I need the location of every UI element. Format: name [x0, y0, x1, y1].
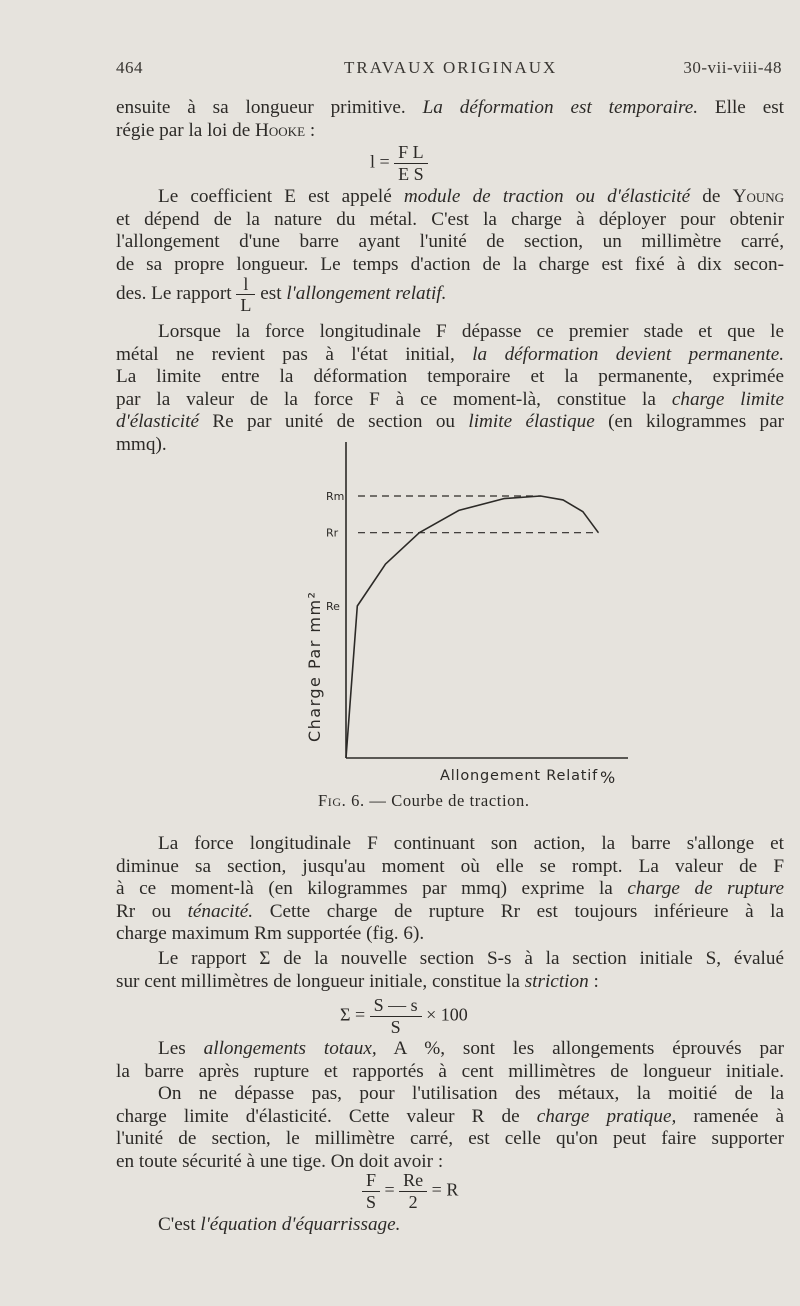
- text-line: La limite entre la déformation temporaire et la permanente, exprimée: [116, 366, 784, 388]
- level-label-rm: Rm: [326, 490, 345, 503]
- text: de: [702, 186, 721, 207]
- page-number: 464: [116, 58, 143, 77]
- traction-curve: [346, 496, 598, 758]
- text: régie par la loi de: [116, 119, 251, 141]
- text: (en kilogrammes par: [608, 411, 785, 433]
- chart-axes: [346, 442, 628, 758]
- formula-striction: [340, 995, 468, 1038]
- italic-term: d'élasticité: [116, 411, 199, 433]
- paragraph-5: [116, 948, 784, 993]
- figure-title: — Courbe de traction.: [369, 791, 530, 810]
- running-title: TRAVAUX ORIGINAUX: [344, 58, 558, 77]
- text: des. Le rapport: [116, 282, 232, 304]
- denominator: S: [366, 1192, 377, 1212]
- text-line: en toute sécurité à une tige. On doit avoir :: [116, 1150, 444, 1172]
- text: ramenée à: [693, 1105, 785, 1127]
- text: Rr ou: [116, 900, 171, 922]
- x-axis-label: Allongement Relatif: [440, 768, 598, 784]
- text-line: Le rapport Σ de la nouvelle section S-s à la section initiale S, évalué: [158, 948, 784, 969]
- text: métal ne revient pas à l'état initial,: [116, 343, 455, 365]
- formula-equarrissage: [362, 1170, 458, 1213]
- italic-term: l'équation d'équarrissage.: [200, 1214, 401, 1235]
- italic-term: limite élastique: [468, 411, 595, 433]
- text-line: La force longitudinale F continuant son action, la barre s'allonge et: [158, 833, 784, 854]
- text-line: et dépend de la nature du métal. C'est la charge à déployer pour obtenir: [116, 208, 784, 230]
- text-line: de sa propre longueur. Le temps d'action de la charge est fixé à dix secon-: [116, 253, 784, 275]
- text: A %, sont les allongements éprouvés par: [393, 1038, 784, 1059]
- author-name: Young: [732, 186, 785, 207]
- italic-term: l'allongement relatif.: [286, 282, 447, 304]
- italic-term: La déformation est temporaire.: [422, 97, 699, 118]
- text-line: l'allongement d'une barre ayant l'unité de section, un millimètre carré,: [116, 231, 784, 253]
- chart-series: [346, 496, 598, 758]
- text: charge limite d'élasticité. Cette valeur R de: [116, 1105, 520, 1127]
- figure-caption: [318, 791, 530, 811]
- text: Les: [158, 1038, 186, 1059]
- text-line: mmq).: [116, 433, 167, 455]
- author-name: Hooke: [255, 119, 306, 141]
- text-line: charge maximum Rm supportée (fig. 6).: [116, 923, 425, 945]
- formula-rhs: × 100: [426, 1004, 468, 1025]
- level-label-rr: Rr: [326, 526, 339, 540]
- text-line: l'unité de section, le millimètre carré, est celle qu'on peut faire supporter: [116, 1128, 784, 1150]
- paragraph-6: [116, 1038, 784, 1174]
- numerator: Re: [399, 1170, 427, 1192]
- figure-number: Fig. 6.: [318, 791, 365, 810]
- chart-labels: [305, 490, 615, 787]
- text: Cette charge de rupture Rr est toujours inférieure à la: [269, 900, 785, 922]
- fraction-right: [399, 1170, 427, 1213]
- text-line: On ne dépasse pas, pour l'utilisation des métaux, la moitié de la: [158, 1083, 784, 1105]
- formula-lhs: Σ =: [340, 1004, 366, 1025]
- numerator: F: [362, 1170, 380, 1192]
- issue-date: 30-vii-viii-48: [683, 58, 782, 77]
- italic-term: la déformation devient permanente.: [472, 343, 785, 365]
- chart-levels: [357, 496, 598, 606]
- level-label-re: Re: [326, 600, 340, 614]
- text: ensuite à sa longueur primitive.: [116, 97, 406, 118]
- paragraph-1: [116, 97, 784, 142]
- numerator: l: [236, 274, 255, 295]
- traction-curve-chart: [300, 432, 650, 792]
- denominator: E S: [398, 164, 424, 184]
- italic-term: charge limite: [671, 388, 785, 410]
- denominator: L: [240, 295, 252, 315]
- formula-rhs: = R: [431, 1179, 459, 1200]
- numerator: S — s: [370, 995, 422, 1017]
- fraction-ratio: [236, 274, 255, 315]
- paragraph-4: [116, 833, 784, 946]
- denominator: 2: [408, 1192, 418, 1212]
- italic-term: allongements totaux,: [203, 1038, 377, 1059]
- text: à ce moment-là (en kilogrammes par mmq) exprime la: [116, 878, 613, 900]
- fraction: [370, 995, 422, 1038]
- italic-term: charge de rupture: [627, 878, 785, 900]
- italic-term: charge pratique,: [536, 1105, 677, 1127]
- numerator: F L: [394, 142, 428, 164]
- denominator: S: [390, 1017, 401, 1037]
- text: Re par unité de section ou: [212, 411, 456, 433]
- paragraph-2-end: [116, 274, 784, 315]
- italic-term: module de traction ou d'élasticité: [403, 186, 691, 207]
- text: est: [260, 282, 282, 304]
- text-line: diminue sa section, jusqu'au moment où elle se rompt. La valeur de F: [116, 855, 784, 877]
- equals-sign: =: [384, 1179, 395, 1200]
- text: :: [593, 970, 599, 992]
- paragraph-7: [116, 1214, 784, 1237]
- text: sur cent millimètres de longueur initiale, constitue la: [116, 970, 520, 992]
- fraction: [394, 142, 428, 185]
- fraction-left: [362, 1170, 380, 1213]
- italic-term: ténacité.: [187, 900, 254, 922]
- formula-lhs: l =: [370, 151, 390, 172]
- text: Le coefficient E est appelé: [158, 186, 392, 207]
- text: par la valeur de la force F à ce moment-là, constitue la: [116, 388, 656, 410]
- text: :: [309, 119, 316, 141]
- formula-hooke: [370, 142, 428, 185]
- italic-term: striction: [524, 970, 589, 992]
- paragraph-2: [116, 186, 784, 276]
- text-line: la barre après rupture et rapportés à cent millimètres de longueur initiale.: [116, 1060, 784, 1082]
- text: C'est: [158, 1214, 196, 1235]
- text-line: Lorsque la force longitudinale F dépasse ce premier stade et que le: [158, 321, 784, 342]
- x-axis-unit: %: [600, 768, 616, 787]
- y-axis-label: Charge Par mm²: [305, 590, 324, 743]
- text: Elle est: [714, 97, 785, 118]
